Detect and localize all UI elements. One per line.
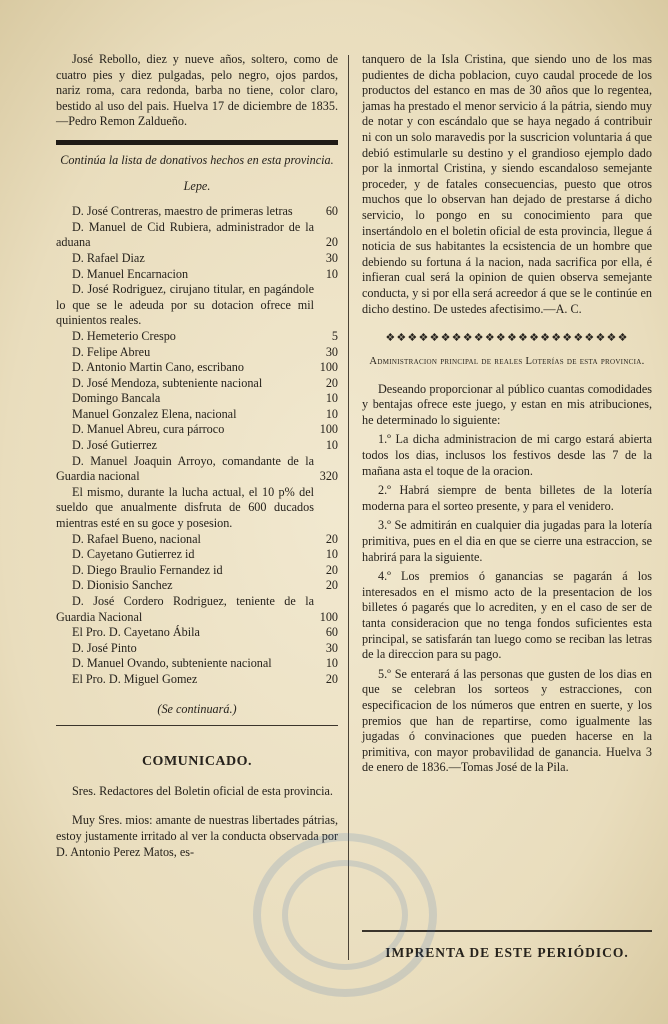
donation-amount: 100 [319, 422, 338, 437]
donation-entry [56, 594, 338, 625]
donation-entry [56, 532, 338, 548]
donation-amount: 20 [325, 235, 338, 250]
intro-paragraph: José Rebollo, diez y nueve años, soltero, como de cuatro pies y diez pulgadas, pelo negro, ojos pardos, nariz roma, cara redonda, barba no tiene, color claro, bestido al uso del pais. Huelva 17 de diciembre de 1835.—Pedro Remon Zaldueño. [56, 52, 338, 129]
donor-name: D. Diego Braulio Fernandez id [72, 562, 223, 577]
donation-amount: 30 [325, 250, 338, 265]
donation-entry [56, 641, 338, 657]
donation-amount: 10 [325, 656, 338, 671]
donor-name: D. José Cordero Rodriguez, teniente de la Guardia Nacional [56, 594, 314, 624]
donation-amount: 30 [325, 344, 338, 359]
donor-name: D. José Gutierrez [72, 438, 157, 453]
donation-entry [56, 345, 338, 361]
donor-name: D. Antonio Martin Cano, escribano [72, 360, 244, 375]
donor-name: D. José Pinto [72, 640, 137, 655]
lottery-item: 2.º Habrá siempre de benta billetes de la lotería moderna para el sorteo presente, y para el venidero. [362, 483, 652, 513]
column-divider [348, 55, 349, 960]
donation-entry [56, 220, 338, 251]
donation-amount: 320 [319, 469, 338, 484]
donation-amount: 20 [325, 531, 338, 546]
donor-name: El Pro. D. Miguel Gomez [72, 671, 198, 686]
donation-amount: 20 [325, 375, 338, 390]
donor-name: D. Dionisio Sanchez [72, 578, 173, 593]
donation-amount: 10 [325, 391, 338, 406]
lottery-items [362, 432, 652, 775]
section-rule-thin [56, 725, 338, 726]
donor-name: D. José Contreras, maestro de primeras letras [72, 204, 293, 219]
donor-name: D. José Mendoza, subteniente nacional [72, 375, 263, 390]
donation-entry [56, 267, 338, 283]
donation-entry [56, 656, 338, 672]
donation-entry [56, 251, 338, 267]
lottery-item: 5.º Se enterará á las personas que gusten de los dias en que se celebran los sorteos y estracciones, con especificacion de los números que entren en suerte, y los premios que han de repartirse, como igualmente las jugadas ó convinaciones que pueden hacerse en la primitiva, con mayor probavilidad de ganancia. Huelva 3 de enero de 1836.—Tomas José de la Pila. [362, 666, 652, 775]
left-column [56, 52, 338, 860]
donation-entry [56, 625, 338, 641]
donor-name: D. Manuel de Cid Rubiera, administrador de la aduana [56, 219, 314, 250]
comunicado-title: COMUNICADO. [141, 754, 253, 770]
donor-name: D. Hemeterio Crespo [72, 328, 176, 343]
lottery-admin-title: Administracion principal de reales Loterías de esta provincia. [369, 355, 645, 367]
donation-entry [56, 454, 338, 485]
section-rule [56, 140, 338, 145]
donation-list [56, 204, 338, 687]
donation-entry [56, 438, 338, 454]
donor-name: El Pro. D. Cayetano Ábila [72, 625, 200, 640]
donor-name: D. Felipe Abreu [72, 344, 151, 359]
donation-amount: 10 [325, 438, 338, 453]
donor-name: D. Rafael Diaz [72, 250, 145, 265]
printer-imprint: IMPRENTA DE ESTE PERIÓDICO. [385, 945, 629, 960]
donation-amount: 100 [319, 609, 338, 624]
comunicado-address: Sres. Redactores del Boletin oficial de esta provincia. [72, 783, 333, 798]
donor-name: El mismo, durante la lucha actual, el 10 p% del sueldo que anualmente disfruta de 600 ducados mientras esté en su goce y posesion. [56, 484, 314, 531]
donor-name: D. Manuel Abreu, cura párroco [72, 422, 225, 437]
lottery-item: 1.º La dicha administracion de mi cargo estará abierta todos los dias, inclusos los festivos desde las 7 de la mañana asta el toque de la oracion. [362, 432, 652, 478]
donation-entry [56, 391, 338, 407]
donor-name: D. José Rodriguez, cirujano titular, en pagándole lo que se le adeuda por su dotacion ofrece mil quinientos reales. [56, 282, 314, 328]
donation-entry [56, 360, 338, 376]
donation-entry [56, 547, 338, 563]
right-column [362, 52, 652, 776]
place-heading: Lepe. [183, 178, 211, 193]
donation-entry [56, 672, 338, 688]
donation-entry [56, 376, 338, 392]
donation-amount: 100 [319, 360, 338, 375]
donor-name: Manuel Gonzalez Elena, nacional [72, 406, 237, 421]
donation-entry [56, 407, 338, 423]
donation-amount: 10 [325, 266, 338, 281]
donor-name: D. Manuel Ovando, subteniente nacional [72, 656, 272, 671]
donation-entry [56, 563, 338, 579]
donor-name: Domingo Bancala [72, 391, 161, 406]
donor-name: D. Cayetano Gutierrez id [72, 547, 195, 562]
continuara-note: (Se continuará.) [157, 701, 237, 716]
donation-entry [56, 578, 338, 594]
donation-amount: 60 [325, 625, 338, 640]
ornamental-rule: ❖❖❖❖❖❖❖❖❖❖❖❖❖❖❖❖❖❖❖❖❖❖ [385, 332, 629, 345]
donor-name: D. Manuel Encarnacion [72, 266, 189, 281]
donation-amount: 60 [325, 204, 338, 219]
donation-amount: 5 [331, 328, 338, 343]
donation-entry [56, 329, 338, 345]
comunicado-body: Muy Sres. mios: amante de nuestras libertades pátrias, estoy justamente irritado al ver la conducta observada por D. Antonio Perez Matos, es- [56, 813, 338, 859]
donation-entry [56, 422, 338, 438]
donor-name: D. Rafael Bueno, nacional [72, 531, 201, 546]
donation-amount: 20 [325, 671, 338, 686]
lottery-item: 3.º Se admitirán en cualquier dia jugadas para la lotería primitiva, pues en el dia en que se cierre una estraccion, se habrirá para la siguiente. [362, 518, 652, 564]
donation-amount: 30 [325, 640, 338, 655]
donation-amount: 10 [325, 406, 338, 421]
donation-entry [56, 204, 338, 220]
donation-entry [56, 485, 338, 532]
donation-amount: 20 [325, 578, 338, 593]
library-stamp-watermark [250, 830, 440, 1000]
donation-list-title: Continúa la lista de donativos hechos en esta provincia. [60, 152, 334, 167]
continuation-paragraph: tanquero de la Isla Cristina, que siendo uno de los mas pudientes de dicha poblacion, cuyo caudal procede de los productos del estanco en mas de 30 años que lo regentea, jamas ha prestado el menor servicio á la pátria, siendo muy de notar y con escándalo que se haya negado á contribuir ni con un solo maravedis por la suscricion voluntaria á que debió estimularle su destino y el grandioso ejemplo dado por la inmortal Cristina, y siendo escandaloso semejante proceder, y de fatales consecuencias, puesto que otros muchos que lo observan han dejado de prestarse á dicho servicio, lo pongo en su conocimiento para que insertándolo en el boletin oficial de esta provincia, llegue á noticia de sus habitantes la ecsistencia de un hombre que debiendo su fortuna á la nacion, nada sacrifica por ella, é infieran cual será la opinion de quien observa semejante conducta, y si por ella será acreedor á que se le continúe en dicho destino. De ustedes afectisimo.—A. C. [362, 52, 652, 316]
donation-amount: 10 [325, 547, 338, 562]
lottery-item: 4.º Los premios ó ganancias se pagarán á los interesados en el mismo acto de la presentacion de los billetes ó pagarés que lo acrediten, y en el caso de ser de tanta consideracion que no tenga fondos suficientes esta principal, se satisfarán tan luego como se reciban las letras de la direccion para su pago. [362, 569, 652, 662]
donor-name: D. Manuel Joaquin Arroyo, comandante de la Guardia nacional [56, 453, 314, 484]
donation-entry [56, 282, 338, 329]
donation-amount: 20 [325, 562, 338, 577]
lottery-intro: Deseando proporcionar al público cuantas comodidades y bentajas ofrece este juego, y estan en mis atribuciones, he determinado lo siguiente: [362, 381, 652, 427]
